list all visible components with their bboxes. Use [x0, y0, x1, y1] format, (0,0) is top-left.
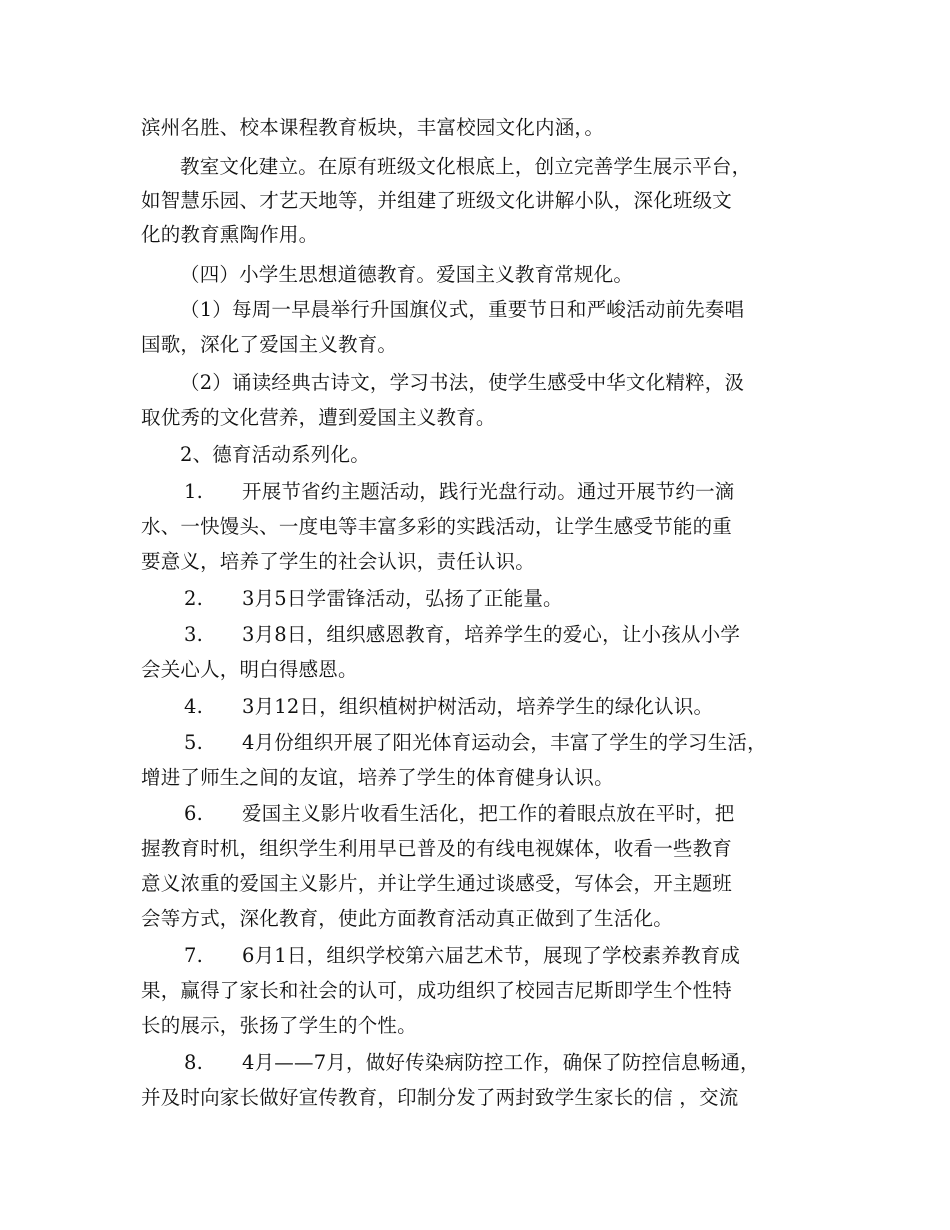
list-item-6-line-3: 意义浓重的爱国主义影片，并让学生通过谈感受，写体会，开主题班 [141, 872, 733, 895]
list-item-7-line-2: 果，赢得了家长和社会的认可，成功组织了校园吉尼斯即学生个性特 [141, 979, 733, 1002]
list-item-7-line-3: 长的展示，张扬了学生的个性。 [141, 1014, 417, 1037]
list-number: 6. [184, 802, 204, 825]
subheading-moral-activities: 2、德育活动系列化。 [180, 443, 370, 466]
list-item-1-line-1: 1. 开展节省约主题活动，践行光盘行动。通过开展节约一滴 [184, 480, 735, 503]
list-number: 5. [184, 731, 204, 754]
list-item-6-line-4: 会等方式，深化教育，使此方面教育活动真正做到了生活化。 [141, 907, 673, 930]
list-item-5-line-1: 5. 4月份组织开展了阳光体育运动会，丰富了学生的学习生活， [184, 731, 767, 754]
list-item-4: 4. 3月12日，组织植树护树活动，培养学生的绿化认识。 [184, 695, 714, 718]
list-item-1-line-3: 要意义，培养了学生的社会认识，责任认识。 [141, 550, 536, 573]
list-item-7-line-1: 7. 6月1日，组织学校第六届艺术节，展现了学校素养教育成 [184, 944, 741, 967]
list-item-1-line-2: 水、一快馒头、一度电等丰富多彩的实践活动，让学生感受节能的重 [141, 515, 733, 538]
list-number: 4. [184, 695, 204, 718]
list-number: 1. [184, 480, 204, 503]
item-2-line-2: 取优秀的文化营养，遭到爱国主义教育。 [141, 406, 496, 429]
list-item-6-line-1: 6. 爱国主义影片收看生活化，把工作的着眼点放在平时，把 [184, 802, 735, 825]
list-item-3-line-1: 3. 3月8日，组织感恩教育，培养学生的爱心，让小孩从小学 [184, 623, 741, 646]
paragraph-line-3: 如智慧乐园、才艺天地等，并组建了班级文化讲解小队，深化班级文 [141, 189, 733, 212]
paragraph-line-1: 滨州名胜、校本课程教育板块，丰富校园文化内涵，。 [141, 116, 605, 139]
list-item-6-line-2: 握教育时机，组织学生利用早已普及的有线电视媒体，收看一些教育 [141, 837, 733, 860]
paragraph-line-2: 教室文化建立。在原有班级文化根底上，创立完善学生展示平台， [180, 155, 752, 178]
item-2-line-1: （2）诵读经典古诗文，学习书法，使学生感受中华文化精粹，汲 [180, 371, 745, 394]
section-heading-four: （四）小学生思想道德教育。爱国主义教育常规化。 [180, 263, 634, 286]
list-item-8-line-1: 8. 4月——7月，做好传染病防控工作，确保了防控信息畅通， [184, 1051, 760, 1074]
paragraph-line-4: 化的教育熏陶作用。 [141, 223, 319, 246]
list-item-2: 2. 3月5日学雷锋活动，弘扬了正能量。 [184, 587, 563, 610]
list-number: 2. [184, 587, 204, 610]
item-1-line-1: （1）每周一早晨举行升国旗仪式，重要节日和严峻活动前先奏唱 [180, 298, 745, 321]
list-number: 3. [184, 623, 204, 646]
list-item-3-line-2: 会关心人，明白得感恩。 [141, 658, 358, 681]
list-number: 8. [184, 1051, 204, 1074]
item-1-line-2: 国歌，深化了爱国主义教育。 [141, 333, 398, 356]
list-item-5-line-2: 增进了师生之间的友谊，培养了学生的体育健身认识。 [141, 766, 614, 789]
list-number: 7. [184, 944, 204, 967]
list-item-8-line-2: 并及时向家长做好宣传教育，印制分发了两封致学生家长的信 ，交流 [141, 1086, 739, 1109]
